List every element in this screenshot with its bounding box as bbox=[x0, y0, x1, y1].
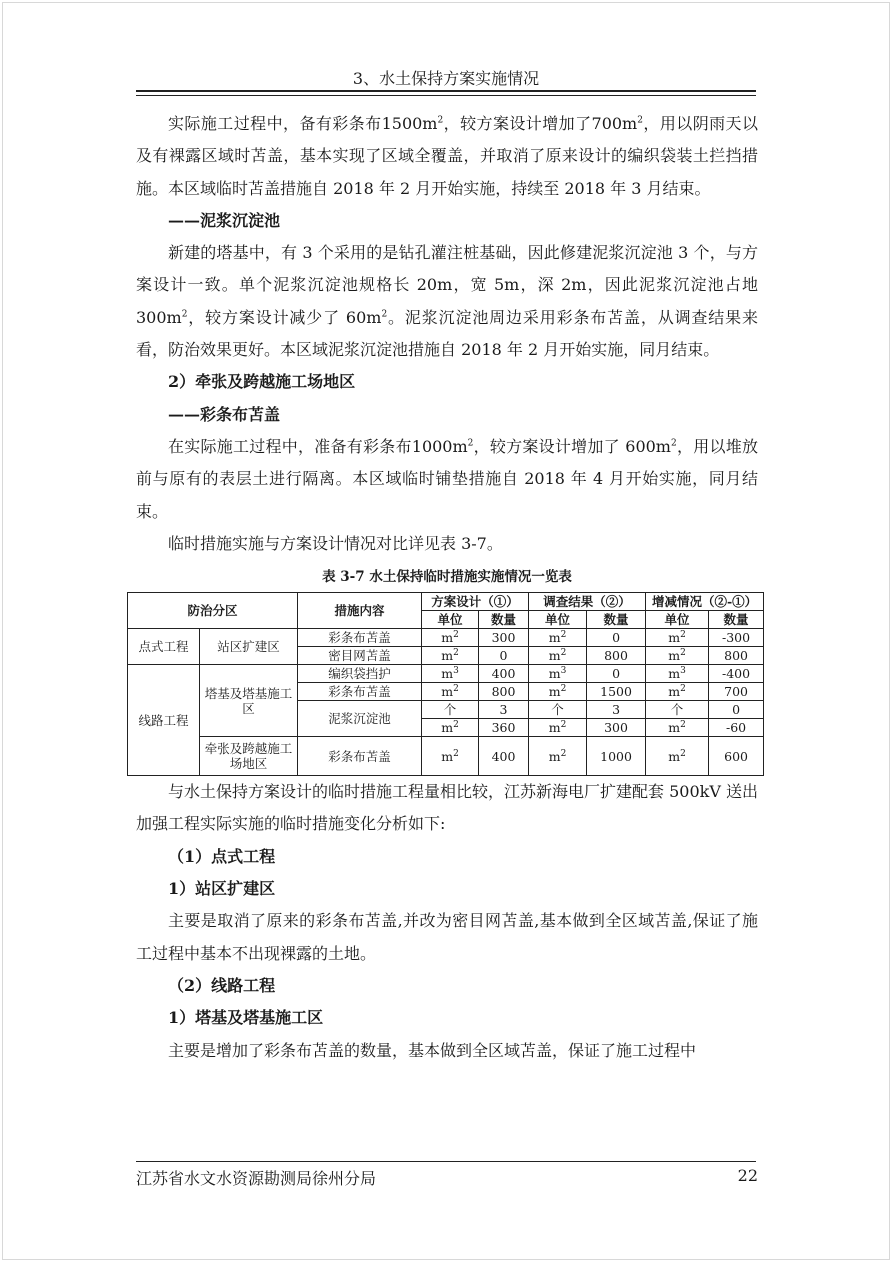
header-rule-thin bbox=[136, 95, 756, 96]
cell: 1000 bbox=[587, 737, 646, 776]
table-caption: 表 3-7 水土保持临时措施实施情况一览表 bbox=[322, 569, 572, 586]
cell: 400 bbox=[479, 665, 529, 683]
cell: $m^3$ bbox=[646, 665, 709, 683]
zone-pull: 牵张及跨越施工场地区 bbox=[200, 737, 298, 776]
cell: $m^2$ bbox=[529, 647, 587, 665]
measures-table bbox=[127, 592, 764, 776]
cell: $m^2$ bbox=[646, 647, 709, 665]
th-zone: 防治分区 bbox=[128, 593, 298, 629]
cell: $m^3$ bbox=[422, 665, 479, 683]
cell: $m^2$ bbox=[646, 683, 709, 701]
cell: $m^3$ bbox=[529, 665, 587, 683]
document-body bbox=[136, 108, 758, 1067]
cell: $m^2$ bbox=[422, 647, 479, 665]
group-point: 点式工程 bbox=[128, 629, 200, 665]
table-header-row bbox=[128, 593, 764, 611]
cell: $m^2$ bbox=[646, 629, 709, 647]
table-row bbox=[128, 629, 764, 647]
cell: -400 bbox=[709, 665, 764, 683]
cell: $m^2$ bbox=[422, 629, 479, 647]
cell: 800 bbox=[709, 647, 764, 665]
th-qty: 数量 bbox=[479, 611, 529, 629]
cell: $m^2$ bbox=[646, 737, 709, 776]
paragraph: 实际施工过程中，备有彩条布$1500m^2$，较方案设计增加了$700m^2$，用以阴雨天以及有裸露区域时苫盖，基本实现了区域全覆盖，并取消了原来设计的编织袋装土拦挡措施。本区域临时苫盖措施自 2018 年 2 月开始实施，持续至 2018 年 3 月结束。 bbox=[136, 114, 758, 198]
cell: 0 bbox=[479, 647, 529, 665]
paragraph: 主要是取消了原来的彩条布苫盖,并改为密目网苫盖,基本做到全区域苫盖,保证了施工过程中基本不出现裸露的土地。 bbox=[136, 911, 758, 963]
cell: 0 bbox=[709, 701, 764, 719]
th-plan: 方案设计（①） bbox=[422, 593, 529, 611]
cell-measure: 彩条布苫盖 bbox=[298, 737, 422, 776]
section-heading: 1）塔基及塔基施工区 bbox=[168, 1008, 324, 1028]
table-row bbox=[128, 737, 764, 776]
th-survey: 调查结果（②） bbox=[529, 593, 646, 611]
cell: 400 bbox=[479, 737, 529, 776]
cell-measure: 彩条布苫盖 bbox=[298, 683, 422, 701]
cell-measure: 密目网苫盖 bbox=[298, 647, 422, 665]
cell: -60 bbox=[709, 719, 764, 737]
cell: 3 bbox=[479, 701, 529, 719]
cell: 360 bbox=[479, 719, 529, 737]
group-line: 线路工程 bbox=[128, 665, 200, 776]
cell: 800 bbox=[587, 647, 646, 665]
cell: 个 bbox=[646, 701, 709, 719]
th-qty: 数量 bbox=[587, 611, 646, 629]
cell: 800 bbox=[479, 683, 529, 701]
cell: 3 bbox=[587, 701, 646, 719]
cell: 300 bbox=[587, 719, 646, 737]
page-number: 22 bbox=[737, 1166, 758, 1185]
subheading: ——彩条布苫盖 bbox=[168, 404, 281, 424]
cell: $m^2$ bbox=[529, 719, 587, 737]
cell: $m^2$ bbox=[422, 737, 479, 776]
section-heading: （1）点式工程 bbox=[168, 846, 276, 866]
section-heading: （2）线路工程 bbox=[168, 975, 276, 995]
paragraph: 在实际施工过程中，准备有彩条布$1000m^2$，较方案设计增加了 $600m^2$，用以堆放前与原有的表层土进行隔离。本区域临时铺垫措施自 2018 年 4 月开始实施，同月结束。 bbox=[136, 436, 758, 521]
zone-station: 站区扩建区 bbox=[200, 629, 298, 665]
section-heading: 1）站区扩建区 bbox=[168, 879, 276, 899]
th-unit: 单位 bbox=[422, 611, 479, 629]
cell: $m^2$ bbox=[529, 737, 587, 776]
cell-measure: 彩条布苫盖 bbox=[298, 629, 422, 647]
cell: 300 bbox=[479, 629, 529, 647]
cell: 0 bbox=[587, 665, 646, 683]
cell-measure: 编织袋挡护 bbox=[298, 665, 422, 683]
cell: 0 bbox=[587, 629, 646, 647]
footer-organization: 江苏省水文水资源勘测局徐州分局 bbox=[136, 1169, 377, 1188]
cell-measure: 泥浆沉淀池 bbox=[298, 701, 422, 737]
running-header: 3、水土保持方案实施情况 bbox=[352, 69, 540, 88]
cell: 个 bbox=[529, 701, 587, 719]
cell: 700 bbox=[709, 683, 764, 701]
footer-rule bbox=[136, 1161, 756, 1162]
cell: $m^2$ bbox=[529, 683, 587, 701]
table-row bbox=[128, 665, 764, 683]
paragraph: 与水土保持方案设计的临时措施工程量相比较，江苏新海电厂扩建配套 500kV 送出加强工程实际实施的临时措施变化分析如下: bbox=[136, 782, 758, 834]
cell: 个 bbox=[422, 701, 479, 719]
cell: $m^2$ bbox=[422, 683, 479, 701]
zone-tower: 塔基及塔基施工区 bbox=[200, 665, 298, 737]
th-unit: 单位 bbox=[646, 611, 709, 629]
th-qty: 数量 bbox=[709, 611, 764, 629]
cell: -300 bbox=[709, 629, 764, 647]
cell: $m^2$ bbox=[529, 629, 587, 647]
paragraph: 新建的塔基中，有 3 个采用的是钻孔灌注桩基础，因此修建泥浆沉淀池 3 个，与方案设计一致。单个泥浆沉淀池规格长 20m，宽 5m，深 2m，因此泥浆沉淀池占地 $300m^2$，较方案设计减少了 $60m^2$。泥浆沉淀池周边采用彩条布苫盖，从调查结果来看，防治效果更好。本区域泥浆沉淀池措施自 2018 年 2 月开始实施，同月结束。 bbox=[136, 243, 758, 360]
cell: 1500 bbox=[587, 683, 646, 701]
subheading: ——泥浆沉淀池 bbox=[168, 210, 281, 230]
section-heading: 2）牵张及跨越施工场地区 bbox=[168, 372, 356, 392]
cell: $m^2$ bbox=[646, 719, 709, 737]
cell: 600 bbox=[709, 737, 764, 776]
th-change: 增减情况（②-①） bbox=[646, 593, 764, 611]
th-measure: 措施内容 bbox=[298, 593, 422, 629]
paragraph: 临时措施实施与方案设计情况对比详见表 3-7。 bbox=[168, 533, 503, 553]
paragraph: 主要是增加了彩条布苫盖的数量，基本做到全区域苫盖，保证了施工过程中 bbox=[168, 1040, 697, 1060]
header-rule-thick bbox=[136, 90, 756, 92]
cell: $m^2$ bbox=[422, 719, 479, 737]
th-unit: 单位 bbox=[529, 611, 587, 629]
